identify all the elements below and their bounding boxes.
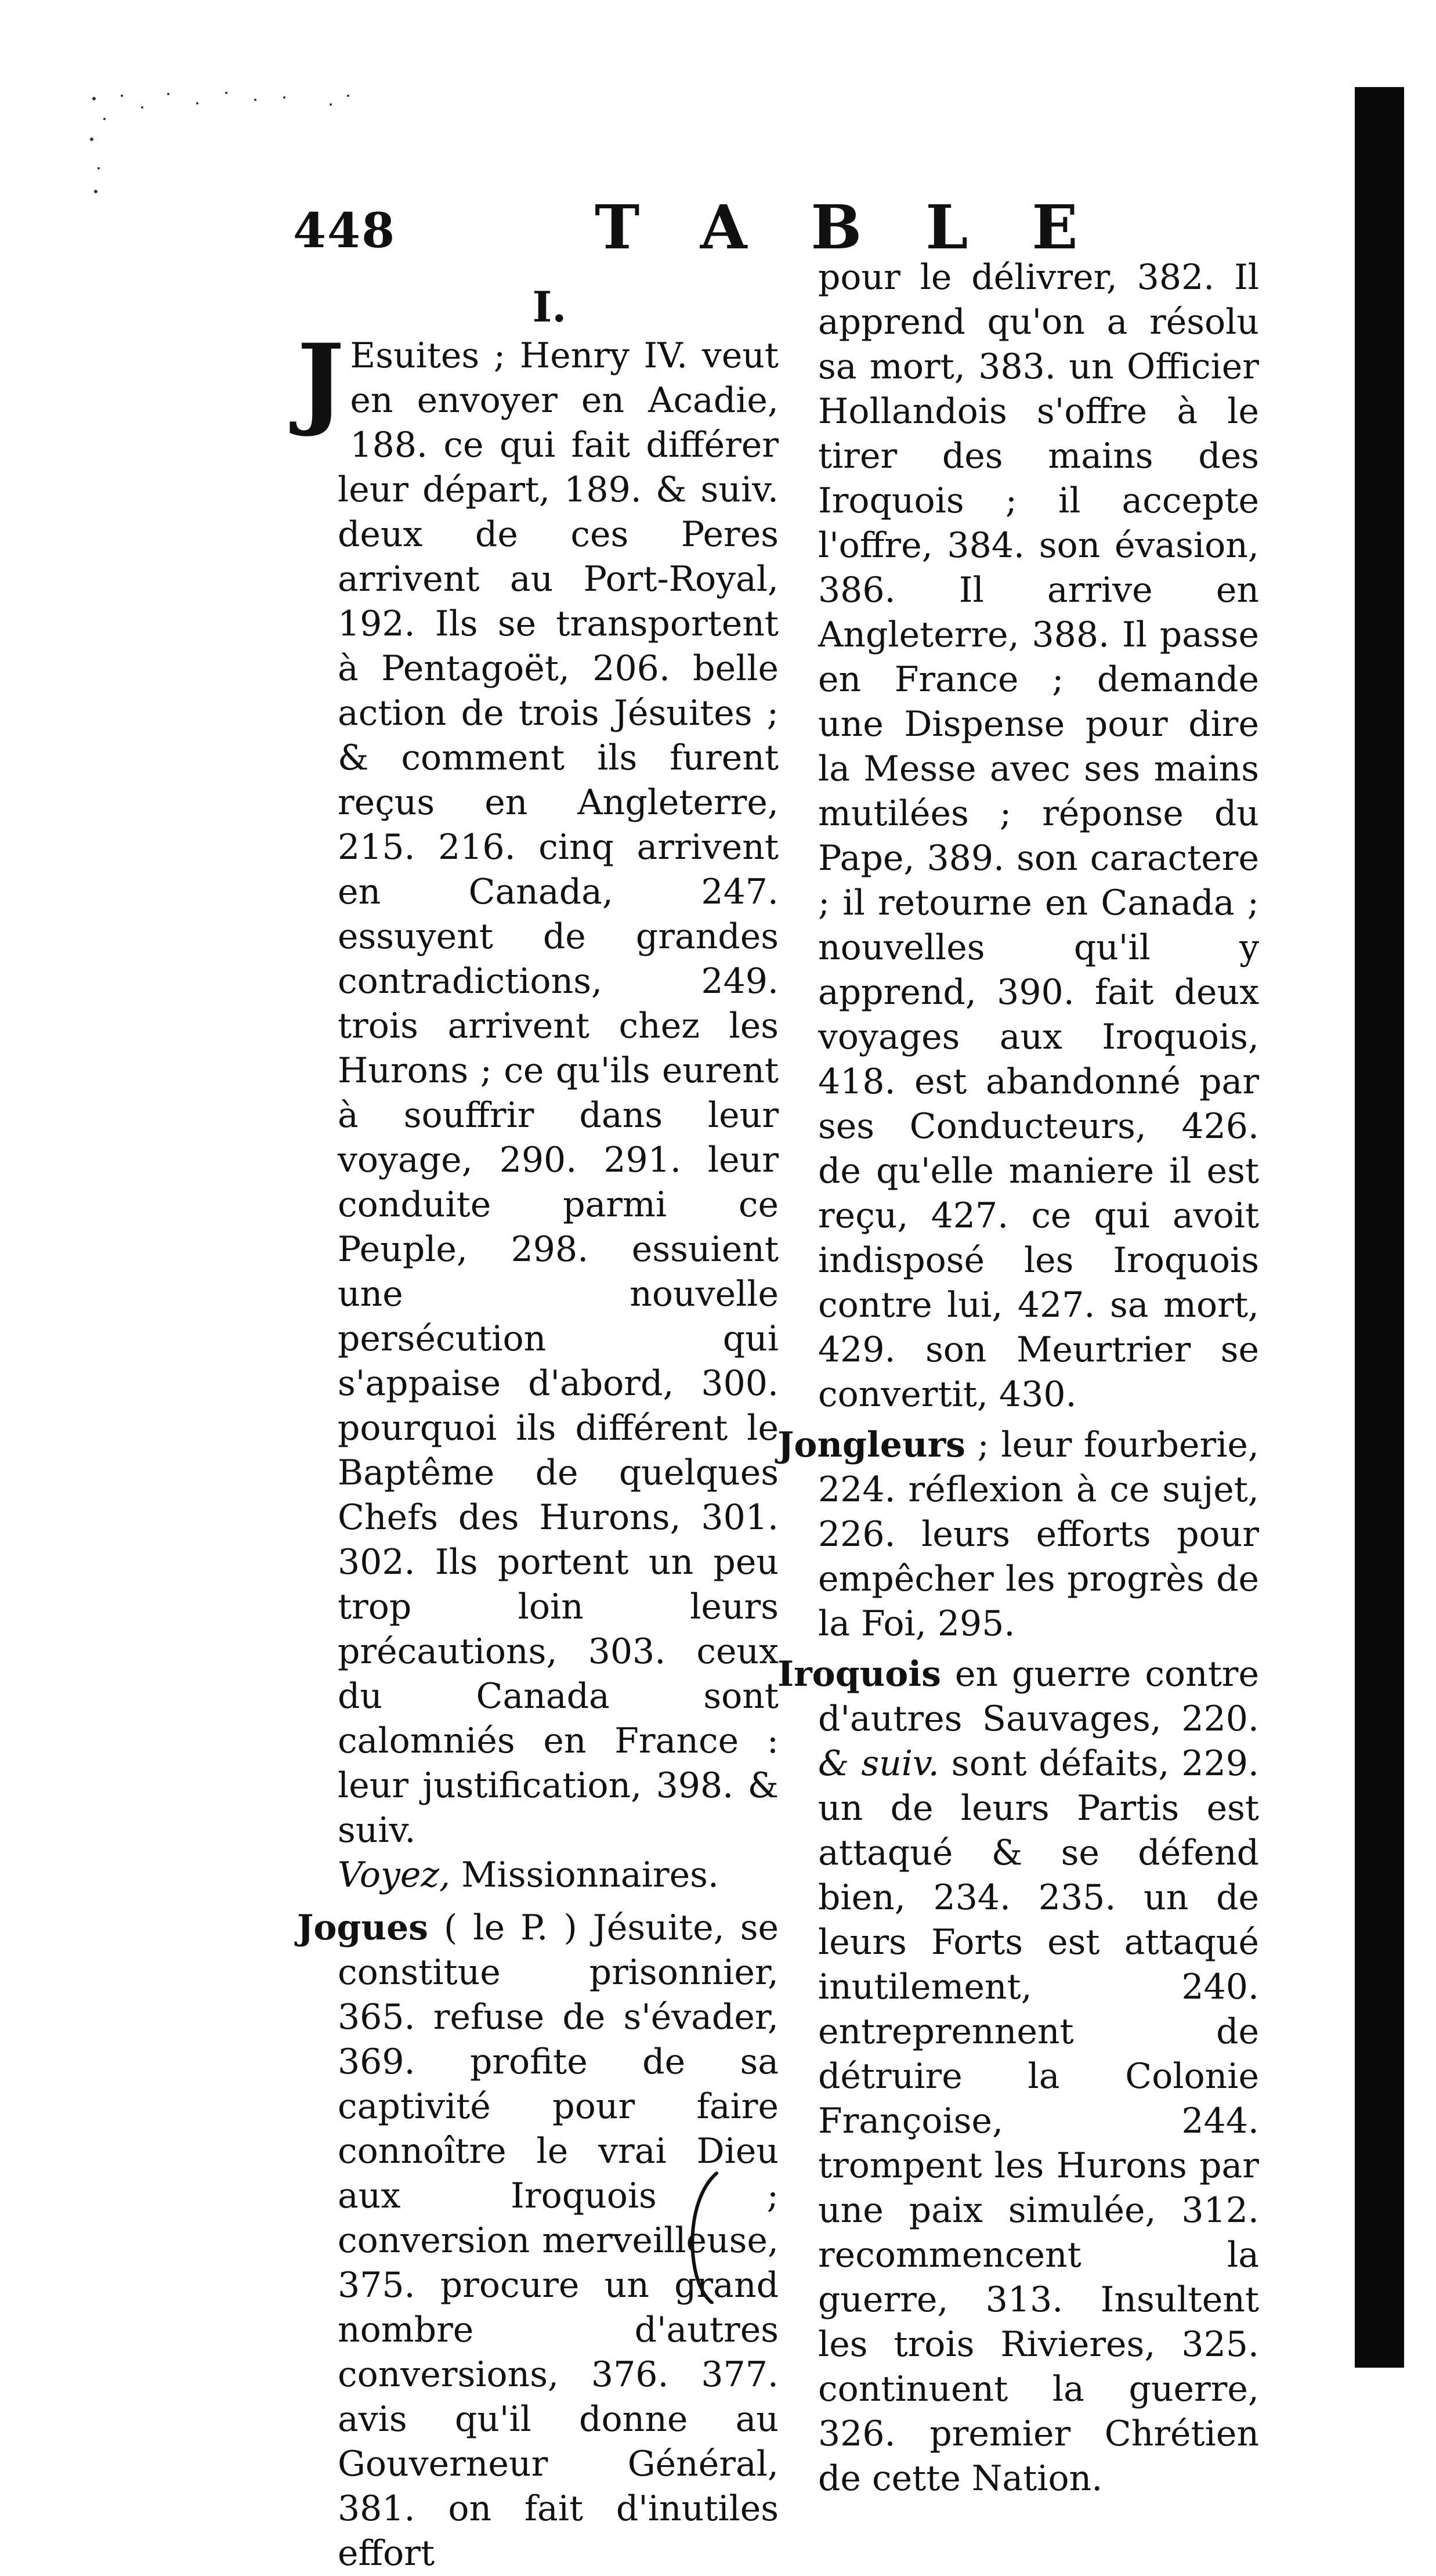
entry-text: sont défaits, 229. un de leurs Partis est attaqué & se défend bien, 234. 235. un de leurs Forts est attaqué inutilement, 240. entreprennent de détruire la Colonie Françoise, 244. trompent les Hurons par une paix simulée, 312. recommencent la guerre, 313. Insultent les trois Rivieres, 325. continuent la guerre, 326. premier Chrétien de cette Nation. [818,1743,1259,2499]
scan-speckle-marks [87,87,360,203]
index-entry-jongleurs [777,1423,1259,1646]
entry-text: en guerre contre d'autres Sauvages, 220. [818,1654,1259,1739]
entry-headword: Jogues [297,1907,428,1948]
see-label: Voyez, [338,1855,451,1895]
entry-text: Esuites ; Henry IV. veut en envoyer en Acadie, 188. ce qui fait différer leur départ, 189. & suiv. deux de ces Peres arrivent au Port-Royal, 192. Ils se transportent à Pentagoët, 206. belle action de trois Jésuites ; & comment ils furent reçus en Angleterre, 215. 216. cinq arrivent en Canada, 247. essuyent de grandes contradictions, 249. trois arrivent chez les Hurons ; ce qu'ils eurent à souffrir dans leur voyage, 290. 291. leur conduite parmi ce Peuple, 298. essuient une nouvelle persécution qui s'appaise d'abord, 300. pourquoi ils différent le Baptême de quelques Chefs des Hurons, 301. 302. Ils portent un peu trop loin leurs précautions, 303. ceux du Canada sont calomniés en France : leur justification, 398. & suiv. [338,335,779,1851]
page-number: 448 [293,203,396,259]
entry-headword: Jongleurs [777,1425,965,1465]
entry-text: pour le délivrer, 382. Il apprend qu'on a résolu sa mort, 383. un Officier Hollandois s'offre à le tirer des mains des Iroquois ; il accepte l'offre, 384. son évasion, 386. Il arrive en Angleterre, 388. Il passe en France ; demande une Dispense pour dire la Messe avec ses mains mutilées ; réponse du Pape, 389. son caractere ; il retourne en Canada ; nouvelles qu'il y apprend, 390. fait deux voyages aux Iroquois, 418. est abandonné par ses Conducteurs, 426. de qu'elle maniere il est reçu, 427. ce qui avoit indisposé les Iroquois contre lui, 427. sa mort, 429. son Meurtrier se convertit, 430. [818,257,1259,1415]
running-header [293,192,1279,263]
entry-text: ( le P. ) Jésuite, se constitue prisonnier, 365. refuse de s'évader, 369. profite de sa captivité pour faire connoître le vrai Dieu aux Iroquois ; conversion merveilleuse, 375. procure un grand nombre d'autres conversions, 376. 377. avis qu'il donne au Gouverneur Général, 381. on fait d'inutiles effort [338,1907,779,2574]
entry-italic-text: & suiv. [818,1743,939,1784]
handwritten-bracket-mark [670,2170,740,2304]
entry-headword: Iroquois [777,1654,941,1695]
page-edge-shadow [1355,87,1404,2368]
index-entry-jesuites [297,321,779,1853]
section-letter: I. [532,282,567,331]
running-title: TABLE [595,192,1142,263]
drop-cap: J [297,321,345,439]
see-target: Missionnaires. [461,1855,719,1895]
see-also-reference [297,1853,779,1898]
entry-text: ; leur fourberie, 224. réflexion à ce sujet, 226. leurs efforts pour empêcher les progrès de la Foi, 295. [818,1425,1259,1644]
index-entry-jogues-continued [777,255,1259,1417]
right-column [777,255,1259,2501]
index-entry-iroquois [777,1652,1259,2501]
